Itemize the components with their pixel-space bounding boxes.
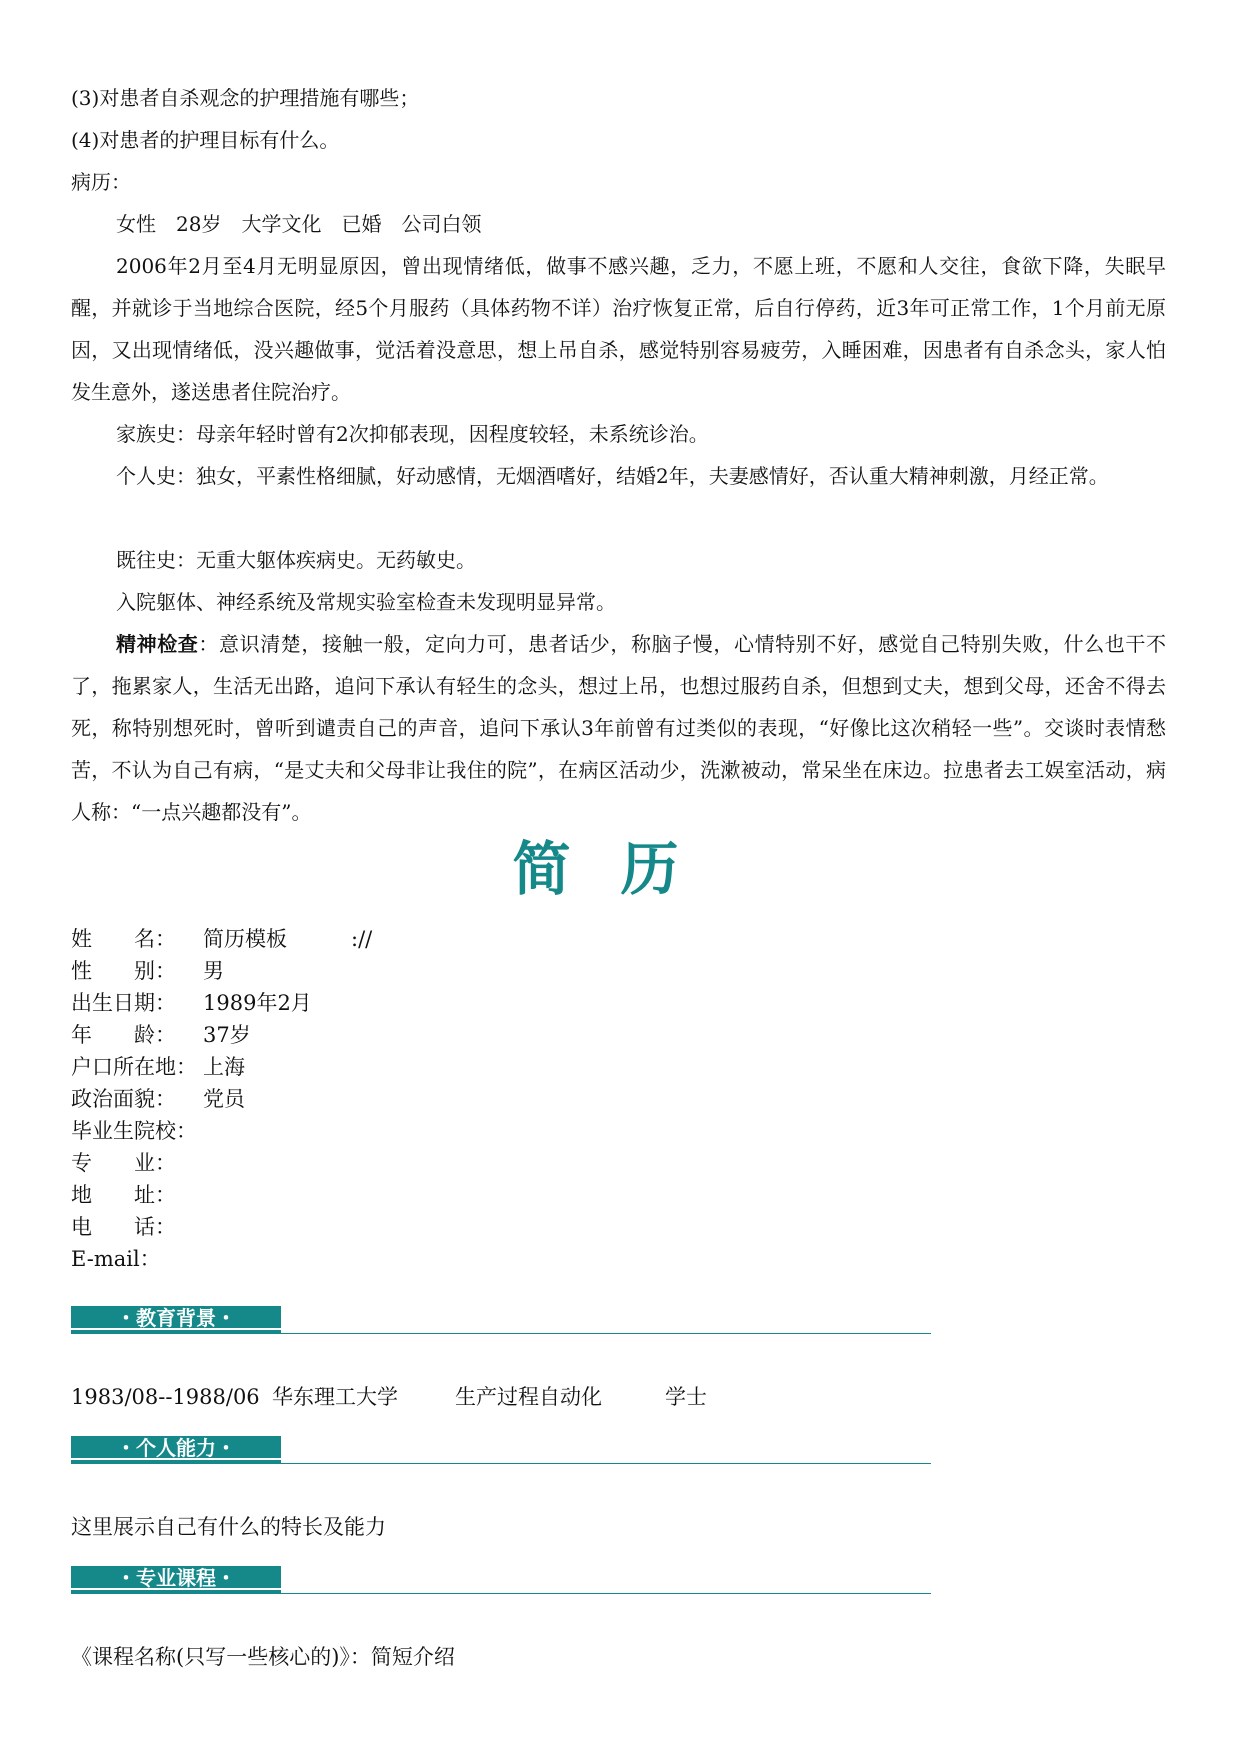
admission-exam: 入院躯体、神经系统及常规实验室检查未发现明显异常。 (116, 590, 616, 614)
mental-exam-text: ：意识清楚，接触一般，定向力可，患者话少，称脑子慢，心情特别不好，感觉自己特别失败，什么也干不了，拖累家人，生活无出路，追问下承认有轻生的念头，想过上吊，也想过服药自杀，但想到丈夫，想到父母，还舍不得去死，称特别想死时，曾听到谴责自己的声音，追问下承认3年前曾有过类似的表现，“好像比这次稍轻一些”。交谈时表情愁苦，不认为自己有病，“是丈夫和父母非让我住的院”，在病区活动少，洗漱被动，常呆坐在床边。拉患者去工娱室活动，病人称：“一点兴趣都没有”。 (71, 632, 1167, 824)
ability-text: 这里展示自己有什么的特长及能力 (71, 1515, 386, 1539)
field-gender-value: 男 (203, 959, 224, 983)
field-hukou (71, 1054, 245, 1080)
field-address-label: 地 址： (71, 1183, 176, 1207)
resume-title: 简历 (512, 835, 729, 903)
field-political (71, 1086, 245, 1112)
case-history-heading: 病历： (71, 170, 131, 194)
field-age-value: 37岁 (203, 1023, 251, 1047)
question-3: (3)对患者自杀观念的护理措施有哪些； (71, 86, 420, 110)
case-history-text: 2006年2月至4月无明显原因，曾出现情绪低，做事不感兴趣，乏力，不愿上班，不愿和人交往，食欲下降，失眠早醒，并就诊于当地综合医院，经5个月服药（具体药物不详）治疗恢复正常，后自行停药，近3年可正常工作，1个月前无原因，又出现情绪低，没兴趣做事，觉活着没意思，想上吊自杀，感觉特别容易疲劳，入睡困难，因患者有自杀念头，家人怕发生意外，遂送患者住院治疗。 (71, 254, 1166, 404)
field-hukou-value: 上海 (203, 1055, 245, 1079)
field-email-label: E-mail： (71, 1247, 161, 1271)
education-entry (71, 1384, 707, 1410)
field-birthdate-label: 出生日期： (71, 991, 176, 1015)
field-school (71, 1118, 203, 1144)
field-political-value: 党员 (203, 1087, 245, 1111)
education-major: 生产过程自动化 (455, 1385, 602, 1409)
field-email (71, 1246, 203, 1272)
mental-exam (71, 623, 1166, 833)
courses-text: 《课程名称(只写一些核心的)》：简短介绍 (71, 1645, 455, 1669)
section-courses-title: ・专业课程・ (116, 1566, 236, 1590)
field-hukou-label: 户口所在地： (71, 1055, 197, 1079)
field-name-label: 姓 名： (71, 927, 176, 951)
field-school-label: 毕业生院校： (71, 1119, 197, 1143)
field-major-label: 专 业： (71, 1151, 176, 1175)
section-ability-title: ・个人能力・ (116, 1436, 236, 1460)
section-education-header (71, 1306, 931, 1334)
field-name (71, 926, 372, 952)
field-age (71, 1022, 251, 1048)
field-age-label: 年 龄： (71, 1023, 176, 1047)
personal-history: 个人史：独女，平素性格细腻，好动感情，无烟酒嗜好，结婚2年，夫妻感情好，否认重大精神刺激，月经正常。 (116, 464, 1109, 488)
field-name-extra: :// (351, 927, 373, 951)
family-history: 家族史：母亲年轻时曾有2次抑郁表现，因程度较轻，未系统诊治。 (116, 422, 709, 446)
education-period: 1983/08--1988/06 (71, 1385, 260, 1409)
section-rule (71, 1463, 931, 1464)
mental-exam-label: 精神检查 (116, 632, 199, 656)
field-birthdate-value: 1989年2月 (203, 991, 312, 1015)
education-school: 华东理工大学 (272, 1385, 398, 1409)
field-gender-label: 性 别： (71, 959, 176, 983)
case-summary: 女性 28岁 大学文化 已婚 公司白领 (116, 212, 482, 236)
field-phone (71, 1214, 203, 1240)
field-name-value: 简历模板 (203, 927, 287, 951)
field-birthdate (71, 990, 312, 1016)
field-phone-label: 电 话： (71, 1215, 176, 1239)
past-history: 既往史：无重大躯体疾病史。无药敏史。 (116, 548, 476, 572)
field-major (71, 1150, 203, 1176)
section-rule (71, 1593, 931, 1594)
section-ability-header (71, 1436, 931, 1464)
field-political-label: 政治面貌： (71, 1087, 176, 1111)
section-education-title: ・教育背景・ (116, 1306, 236, 1330)
field-address (71, 1182, 203, 1208)
question-4: (4)对患者的护理目标有什么。 (71, 128, 340, 152)
section-rule (71, 1333, 931, 1334)
education-degree: 学士 (665, 1385, 707, 1409)
field-gender (71, 958, 224, 984)
section-courses-header (71, 1566, 931, 1594)
